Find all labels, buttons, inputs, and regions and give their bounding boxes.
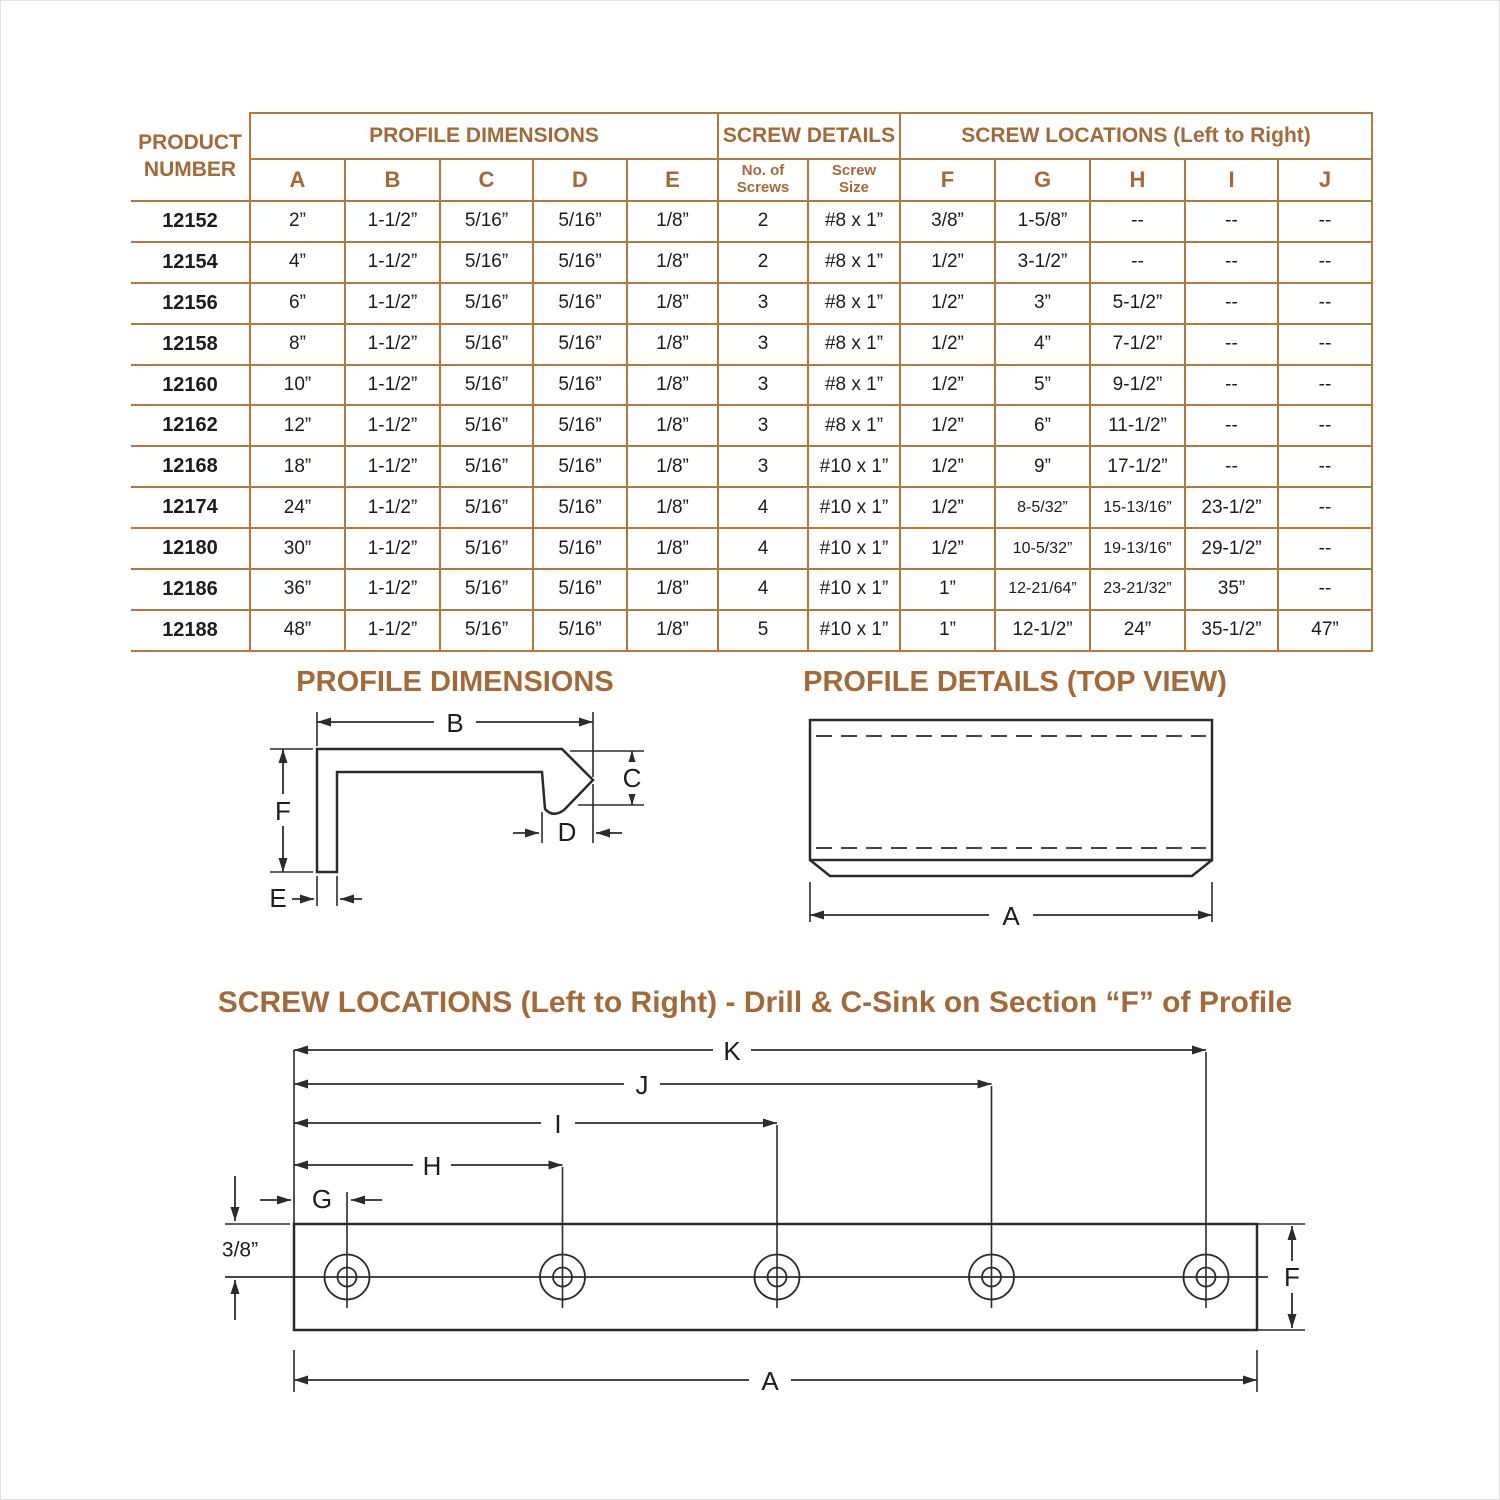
spec-cell: 12-1/2” [995, 610, 1090, 651]
col-header-f: F [900, 159, 995, 201]
dim-label-b: B [446, 708, 464, 738]
spec-cell: 18” [250, 446, 345, 487]
dimension-a-bar [294, 1350, 1257, 1396]
spec-cell: 4 [718, 569, 808, 610]
col-header-j: J [1278, 159, 1372, 201]
spec-cell: 4 [718, 528, 808, 569]
profile-dimensions-title: PROFILE DIMENSIONS [296, 666, 614, 698]
table-row [131, 610, 1372, 651]
spec-cell: -- [1185, 283, 1278, 324]
spec-cell: 23-1/2” [1185, 487, 1278, 528]
product-number-cell: 12154 [131, 242, 250, 283]
spec-cell: 12-21/64” [995, 569, 1090, 610]
spec-cell: 1-1/2” [345, 201, 440, 242]
product-number-cell: 12168 [131, 446, 250, 487]
dim-label-a-bar: A [761, 1366, 779, 1396]
profile-details-top-view-diagram [790, 700, 1240, 935]
spec-cell: 2” [250, 201, 345, 242]
dim-label-a: A [1002, 901, 1020, 931]
spec-cell: 1/8” [627, 405, 718, 446]
spec-cell: 1” [900, 610, 995, 651]
profile-dimensions-diagram [230, 700, 700, 930]
spec-cell: 5/16” [440, 487, 533, 528]
product-number-cell: 12188 [131, 610, 250, 651]
dim-label-g: G [311, 1184, 333, 1214]
table-row [131, 242, 1372, 283]
dim-label-h: H [422, 1151, 442, 1181]
col-header-h: H [1090, 159, 1185, 201]
spec-cell: -- [1090, 201, 1185, 242]
spec-cell: 1-1/2” [345, 365, 440, 406]
spec-cell: #10 x 1” [808, 487, 900, 528]
dim-label-d: D [557, 817, 577, 847]
product-number-cell: 12186 [131, 569, 250, 610]
spec-cell: 35-1/2” [1185, 610, 1278, 651]
spec-cell: 5/16” [440, 405, 533, 446]
spec-cell: #8 x 1” [808, 201, 900, 242]
spec-cell: 36” [250, 569, 345, 610]
spec-cell: 5/16” [533, 201, 627, 242]
spec-cell: 5/16” [533, 528, 627, 569]
table-row [131, 201, 1372, 242]
spec-cell: 5/16” [533, 365, 627, 406]
dim-label-3-8: 3/8” [221, 1238, 259, 1262]
product-number-cell: 12174 [131, 487, 250, 528]
profile-details-top-view-title: PROFILE DETAILS (TOP VIEW) [803, 666, 1227, 698]
dimension-e [269, 876, 362, 913]
spec-cell: 5/16” [440, 242, 533, 283]
spec-cell: 1/2” [900, 283, 995, 324]
spec-cell: 1/2” [900, 528, 995, 569]
dimension-a-top-view [810, 882, 1212, 931]
table-row [131, 487, 1372, 528]
spec-cell: -- [1185, 324, 1278, 365]
spec-cell: 3 [718, 446, 808, 487]
spec-cell: #8 x 1” [808, 242, 900, 283]
spec-cell: 1/8” [627, 487, 718, 528]
table-row [131, 283, 1372, 324]
spec-cell: 5/16” [533, 487, 627, 528]
col-header-screw-size [808, 159, 900, 201]
screw-locations-title: SCREW LOCATIONS (Left to Right) - Drill & C-Sink on Section “F” of Profile [217, 986, 1293, 1019]
spec-cell: 1/8” [627, 283, 718, 324]
col-header-a: A [250, 159, 345, 201]
no-of-screws-line2: Screws [736, 179, 790, 196]
spec-cell: 3 [718, 405, 808, 446]
spec-cell: -- [1278, 528, 1372, 569]
dim-label-k: K [723, 1036, 741, 1066]
spec-cell: 1/8” [627, 242, 718, 283]
spec-cell: 1-1/2” [345, 405, 440, 446]
no-of-screws-line1: No. of [741, 162, 785, 180]
product-number-cell: 12160 [131, 365, 250, 406]
spec-cell: 1-1/2” [345, 569, 440, 610]
spec-cell: 3 [718, 283, 808, 324]
spec-cell: -- [1278, 242, 1372, 283]
screw-locations-group-header: SCREW LOCATIONS (Left to Right) [900, 113, 1372, 159]
spec-cell: -- [1278, 446, 1372, 487]
dim-label-f-bar: F [1284, 1262, 1300, 1292]
spec-cell: -- [1185, 242, 1278, 283]
dimension-g [260, 1184, 382, 1214]
spec-cell: 1/2” [900, 324, 995, 365]
spec-cell: 3 [718, 324, 808, 365]
spec-cell: 12” [250, 405, 345, 446]
table-row [131, 324, 1372, 365]
spec-cell: 5/16” [533, 569, 627, 610]
spec-cell: -- [1278, 283, 1372, 324]
product-number-header-line1: PRODUCT [138, 131, 242, 155]
spec-cell: 1/8” [627, 365, 718, 406]
spec-cell: 1-1/2” [345, 324, 440, 365]
product-number-cell: 12158 [131, 324, 250, 365]
spec-cell: 5/16” [440, 324, 533, 365]
product-number-header-line2: NUMBER [143, 157, 237, 181]
spec-cell: 1/2” [900, 405, 995, 446]
spec-cell: 7-1/2” [1090, 324, 1185, 365]
spec-cell: 5/16” [533, 283, 627, 324]
table-row [131, 528, 1372, 569]
spec-cell: #10 x 1” [808, 528, 900, 569]
spec-cell: 1/2” [900, 242, 995, 283]
spec-table-body [131, 201, 1372, 651]
profile-dimensions-group-header: PROFILE DIMENSIONS [250, 113, 718, 159]
product-number-cell: 12152 [131, 201, 250, 242]
spec-cell: 3-1/2” [995, 242, 1090, 283]
spec-cell: 1/2” [900, 446, 995, 487]
spec-cell: 4 [718, 487, 808, 528]
col-header-no-of-screws [718, 159, 808, 201]
product-number-cell: 12162 [131, 405, 250, 446]
spec-cell: #8 x 1” [808, 365, 900, 406]
spec-cell: 35” [1185, 569, 1278, 610]
dim-label-i: I [554, 1109, 562, 1139]
spec-cell: 9-1/2” [1090, 365, 1185, 406]
spec-cell: 23-21/32” [1090, 569, 1185, 610]
spec-table [131, 112, 1373, 652]
spec-cell: -- [1278, 487, 1372, 528]
spec-cell: 2 [718, 242, 808, 283]
spec-cell: 5/16” [440, 283, 533, 324]
spec-cell: #8 x 1” [808, 283, 900, 324]
dimension-j [294, 1070, 992, 1100]
spec-cell: 6” [995, 405, 1090, 446]
spec-cell: 1-1/2” [345, 528, 440, 569]
table-row [131, 569, 1372, 610]
table-column-header-row [131, 159, 1372, 201]
spec-cell: -- [1185, 365, 1278, 406]
spec-cell: 29-1/2” [1185, 528, 1278, 569]
spec-cell: 5/16” [440, 610, 533, 651]
dimension-i [294, 1109, 777, 1139]
spec-cell: #8 x 1” [808, 324, 900, 365]
spec-cell: 3” [995, 283, 1090, 324]
spec-cell: #10 x 1” [808, 446, 900, 487]
spec-cell: 5/16” [533, 324, 627, 365]
table-row [131, 405, 1372, 446]
spec-cell: 2 [718, 201, 808, 242]
spec-cell: 1-1/2” [345, 610, 440, 651]
profile-outline [317, 749, 593, 872]
col-header-g: G [995, 159, 1090, 201]
col-header-e: E [627, 159, 718, 201]
spec-cell: 48” [250, 610, 345, 651]
spec-cell: 30” [250, 528, 345, 569]
spec-cell: 1/8” [627, 610, 718, 651]
col-header-c: C [440, 159, 533, 201]
spec-cell: #10 x 1” [808, 569, 900, 610]
spec-cell: -- [1278, 569, 1372, 610]
dim-label-e: E [269, 883, 287, 913]
spec-cell: #10 x 1” [808, 610, 900, 651]
spec-cell: 5-1/2” [1090, 283, 1185, 324]
spec-cell: 5/16” [440, 528, 533, 569]
dimension-h [294, 1151, 563, 1181]
spec-cell: 1/8” [627, 446, 718, 487]
col-header-b: B [345, 159, 440, 201]
bar-outline [225, 1224, 1268, 1330]
spec-cell: 9” [995, 446, 1090, 487]
spec-cell: -- [1278, 324, 1372, 365]
col-header-d: D [533, 159, 627, 201]
spec-cell: 24” [1090, 610, 1185, 651]
spec-cell: 5/16” [440, 569, 533, 610]
spec-cell: 5 [718, 610, 808, 651]
table-row [131, 446, 1372, 487]
spec-cell: 5” [995, 365, 1090, 406]
table-group-header-row [131, 113, 1372, 159]
top-view-outline [810, 720, 1212, 876]
screw-size-line1: Screw [831, 162, 877, 180]
spec-cell: #8 x 1” [808, 405, 900, 446]
spec-cell: 5/16” [533, 242, 627, 283]
spec-cell: 10-5/32” [995, 528, 1090, 569]
dimension-c [570, 751, 647, 805]
screw-size-line2: Size [838, 179, 869, 196]
spec-cell: 1” [900, 569, 995, 610]
spec-cell: 3 [718, 365, 808, 406]
spec-cell: 47” [1278, 610, 1372, 651]
spec-cell: -- [1278, 201, 1372, 242]
spec-cell: 5/16” [440, 446, 533, 487]
spec-cell: 4” [995, 324, 1090, 365]
product-number-header [131, 113, 250, 201]
spec-cell: 5/16” [533, 405, 627, 446]
product-number-cell: 12180 [131, 528, 250, 569]
spec-cell: 1/2” [900, 487, 995, 528]
spec-cell: 19-13/16” [1090, 528, 1185, 569]
dim-label-c: C [622, 763, 642, 793]
dimension-offset-3-8 [222, 1176, 290, 1320]
spec-cell: 6” [250, 283, 345, 324]
spec-cell: 1-1/2” [345, 487, 440, 528]
dimension-d [513, 784, 622, 847]
spec-cell: 5/16” [533, 610, 627, 651]
spec-cell: 5/16” [440, 201, 533, 242]
spec-cell: -- [1278, 405, 1372, 446]
spec-cell: 1/8” [627, 201, 718, 242]
screw-details-group-header: SCREW DETAILS [718, 113, 900, 159]
spec-cell: 1-1/2” [345, 283, 440, 324]
spec-cell: 5/16” [440, 365, 533, 406]
spec-cell: 8” [250, 324, 345, 365]
dim-label-f: F [275, 796, 291, 826]
spec-cell: -- [1185, 405, 1278, 446]
spec-cell: 24” [250, 487, 345, 528]
spec-cell: 1/8” [627, 528, 718, 569]
spec-cell: 3/8” [900, 201, 995, 242]
dim-label-j: J [635, 1070, 649, 1100]
table-row [131, 365, 1372, 406]
spec-cell: 10” [250, 365, 345, 406]
spec-cell: 1/8” [627, 569, 718, 610]
spec-cell: -- [1185, 201, 1278, 242]
spec-cell: 8-5/32” [995, 487, 1090, 528]
spec-cell: 1/2” [900, 365, 995, 406]
spec-cell: 1-5/8” [995, 201, 1090, 242]
spec-cell: 1-1/2” [345, 242, 440, 283]
col-header-i: I [1185, 159, 1278, 201]
product-number-cell: 12156 [131, 283, 250, 324]
screw-locations-diagram [210, 1020, 1330, 1410]
spec-cell: -- [1185, 446, 1278, 487]
dimension-b [317, 708, 593, 777]
spec-cell: 1-1/2” [345, 446, 440, 487]
dimension-k [294, 1036, 1206, 1066]
spec-cell: 17-1/2” [1090, 446, 1185, 487]
dimension-f [267, 749, 313, 872]
spec-cell: 11-1/2” [1090, 405, 1185, 446]
spec-cell: 4” [250, 242, 345, 283]
spec-cell: 5/16” [533, 446, 627, 487]
spec-cell: 1/8” [627, 324, 718, 365]
spec-cell: 15-13/16” [1090, 487, 1185, 528]
spec-cell: -- [1278, 365, 1372, 406]
spec-cell: -- [1090, 242, 1185, 283]
